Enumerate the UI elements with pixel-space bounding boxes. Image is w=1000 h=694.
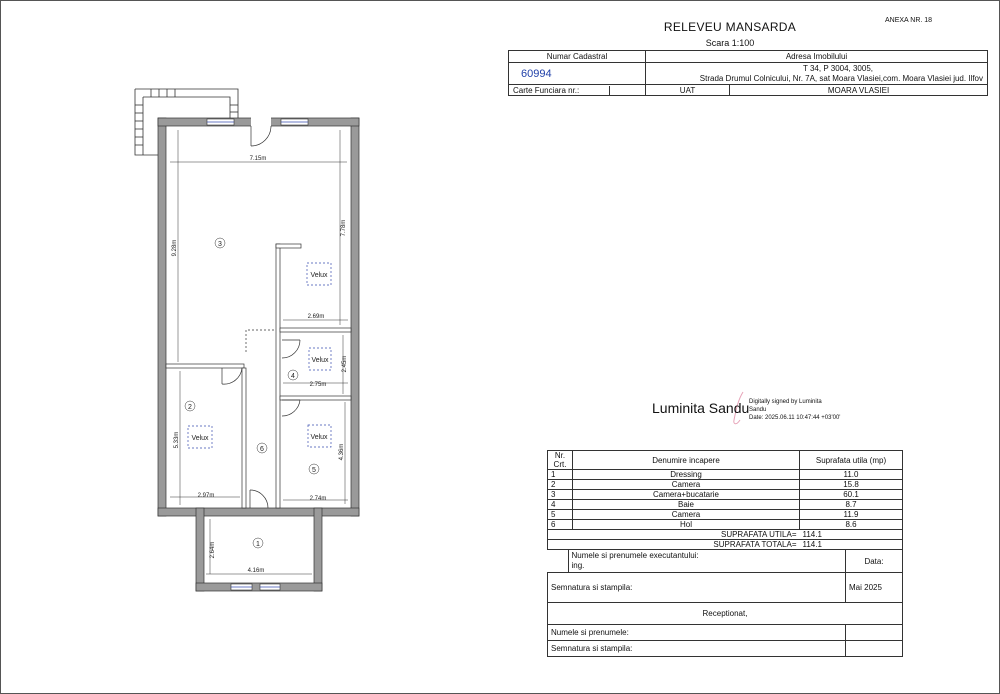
- col-area: Suprafata utila (mp): [800, 451, 903, 470]
- uat-label: UAT: [646, 85, 730, 96]
- table-row: 4 Baie 8.7: [548, 500, 903, 510]
- table-row: 3 Camera+bucatarie 60.1: [548, 490, 903, 500]
- room-number-6: 6: [260, 446, 264, 453]
- velux-labels: [191, 272, 329, 442]
- address-value: T 34, P 3004, 3005, Strada Drumul Colnicului, Nr. 7A, sat Moara Vlasiei,com. Moara Vlasiei jud. Ilfov: [646, 63, 988, 85]
- velux-label: Velux: [310, 272, 328, 279]
- table-row: 5 Camera 11.9: [548, 510, 903, 520]
- address-header: Adresa Imobilului: [646, 51, 988, 63]
- semnatura2-label: Semnatura si stampila:: [548, 641, 846, 657]
- dimension-lines: [170, 130, 348, 574]
- room-number-1: 1: [256, 541, 260, 548]
- dim-264: 2.64m: [210, 541, 216, 559]
- date-value: Mai 2025: [846, 573, 903, 603]
- dim-778: 7.78m: [341, 219, 347, 237]
- room-number-3: 3: [218, 241, 222, 248]
- cadastral-number-header: Numar Cadastral: [509, 51, 646, 63]
- rooms-table: [547, 450, 903, 550]
- signoff-table: [547, 549, 903, 657]
- outer-walls: [158, 118, 359, 591]
- dim-715: 7.15m: [249, 156, 267, 162]
- dim-269: 2.69m: [307, 314, 325, 320]
- util-row: SUPRAFATA UTILA= 114.1: [548, 530, 903, 540]
- room-number-2: 2: [188, 404, 192, 411]
- data-label: Data:: [846, 550, 903, 573]
- dim-533: 5.33m: [174, 431, 180, 449]
- total-row: SUPRAFATA TOTALA= 114.1: [548, 540, 903, 550]
- cadastral-table: [508, 50, 988, 96]
- openings: [207, 117, 308, 590]
- room-numbers: [188, 241, 316, 548]
- velux-label: Velux: [310, 434, 328, 441]
- page-title: RELEVEU MANSARDA: [663, 20, 797, 34]
- dim-274: 2.74m: [309, 496, 327, 502]
- dim-416: 4.16m: [247, 568, 265, 574]
- dim-245: 2.45m: [342, 355, 348, 373]
- entrance-door: [251, 126, 271, 146]
- dim-297: 2.97m: [197, 493, 215, 499]
- velux-marks: [188, 263, 331, 448]
- col-name: Denumire incapere: [573, 451, 800, 470]
- table-row: 1 Dressing 11.0: [548, 470, 903, 480]
- digital-signature-info: Digitally signed by Luminita Sandu Date: 2025.06.11 10:47:44 +03'00': [749, 399, 841, 421]
- dim-275: 2.75m: [309, 382, 327, 388]
- room-number-5: 5: [312, 467, 316, 474]
- annex-label: ANEXA NR. 18: [885, 17, 933, 24]
- interior-walls: [166, 244, 351, 508]
- velux-label: Velux: [311, 357, 329, 364]
- table-row: 2 Camera 15.8: [548, 480, 903, 490]
- cf-label: Carte Funciara nr.:: [509, 85, 646, 96]
- dim-928: 9.28m: [172, 239, 178, 257]
- interior-doors: [222, 330, 300, 508]
- nume-label: Numele si prenumele:: [548, 625, 846, 641]
- scale-label: Scara 1:100: [705, 38, 755, 48]
- room-number-4: 4: [291, 373, 295, 380]
- uat-value: MOARA VLASIEI: [730, 85, 988, 96]
- signature-name: Luminita Sandu: [652, 400, 750, 416]
- semnatura-label: Semnatura si stampila:: [548, 573, 846, 603]
- executant-cell: Numele si prenumele executantului: ing.: [568, 550, 846, 573]
- receptionat-label: Receptionat,: [548, 603, 903, 625]
- table-row: 6 Hol 8.6: [548, 520, 903, 530]
- cadastral-number: 60994: [509, 63, 646, 85]
- dim-436: 4.36m: [339, 443, 345, 461]
- room-markers: [185, 238, 319, 548]
- velux-label: Velux: [191, 435, 209, 442]
- col-nr: Nr. Crt.: [548, 451, 573, 470]
